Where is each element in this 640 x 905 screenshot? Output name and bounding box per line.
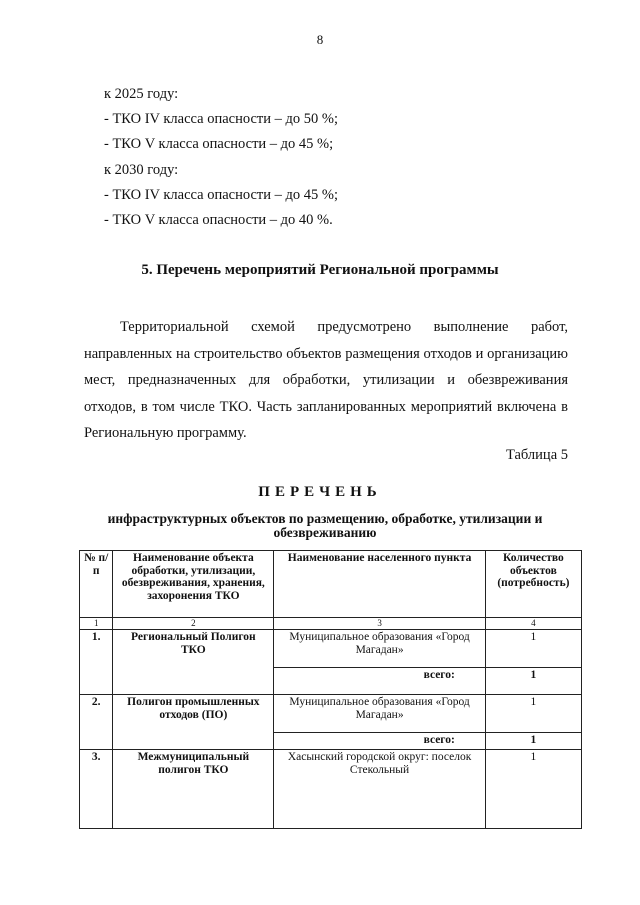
index-cell: 3 (274, 618, 486, 630)
index-cell: 4 (485, 618, 581, 630)
index-cell: 2 (113, 618, 274, 630)
header-number: № п/п (80, 551, 113, 618)
list-title: ПЕРЕЧЕНЬ (258, 484, 382, 500)
header-object: Наименование объекта обработки, утилизации, обезвреживания, хранения, захоронения ТКО (113, 551, 274, 618)
row-settlement: Муниципальное образования «Город Магадан» (274, 695, 486, 733)
objects-table (79, 550, 582, 829)
row-number: 3. (80, 750, 113, 829)
body-paragraph: Территориальной схемой предусмотрено выполнение работ, направленных на строительство объектов размещения отходов и организацию мест, предназначенных для обработки, утилизации и обезвреживания отходов, в том числе ТКО. Часть запланированных мероприятий включена в Региональную программу. (84, 319, 568, 442)
header-settlement: Наименование населенного пункта (274, 551, 486, 618)
index-cell: 1 (80, 618, 113, 630)
list-subtitle: инфраструктурных объектов по размещению, обработке, утилизации и обезвреживанию (107, 511, 543, 540)
row-settlement: Хасынский городской округ: поселок Стекольный (274, 750, 486, 829)
row-count: 1 (485, 750, 581, 829)
target-list (104, 82, 584, 233)
list-item: - ТКО IV класса опасности – до 50 %; (104, 111, 338, 128)
row-object: Региональный Полигон ТКО (113, 630, 274, 695)
row-number: 2. (80, 695, 113, 750)
table-row (80, 695, 582, 733)
table-index-row (80, 618, 582, 630)
table-row (80, 750, 582, 829)
row-object: Межмуниципальный полигон ТКО (113, 750, 274, 829)
total-value: 1 (485, 732, 581, 749)
list-item: - ТКО IV класса опасности – до 45 %; (104, 186, 338, 203)
table-label: Таблица 5 (505, 447, 568, 463)
table-row (80, 630, 582, 668)
row-count: 1 (485, 695, 581, 733)
header-count: Количество объектов (потребность) (485, 551, 581, 618)
row-object: Полигон промышленных отходов (ПО) (113, 695, 274, 750)
section-title: 5. Перечень мероприятий Региональной программы (141, 262, 499, 278)
row-count: 1 (485, 630, 581, 668)
table-header-row (80, 551, 582, 618)
row-settlement: Муниципальное образования «Город Магадан» (274, 630, 486, 668)
total-label: всего: (274, 667, 486, 694)
list-item: к 2030 году: (104, 161, 179, 178)
total-label: всего: (274, 732, 486, 749)
list-item: - ТКО V класса опасности – до 40 %. (104, 212, 333, 229)
list-item: - ТКО V класса опасности – до 45 %; (104, 136, 334, 153)
row-number: 1. (80, 630, 113, 695)
total-value: 1 (485, 667, 581, 694)
page-number: 8 (316, 32, 324, 47)
list-item: к 2025 году: (104, 86, 179, 102)
